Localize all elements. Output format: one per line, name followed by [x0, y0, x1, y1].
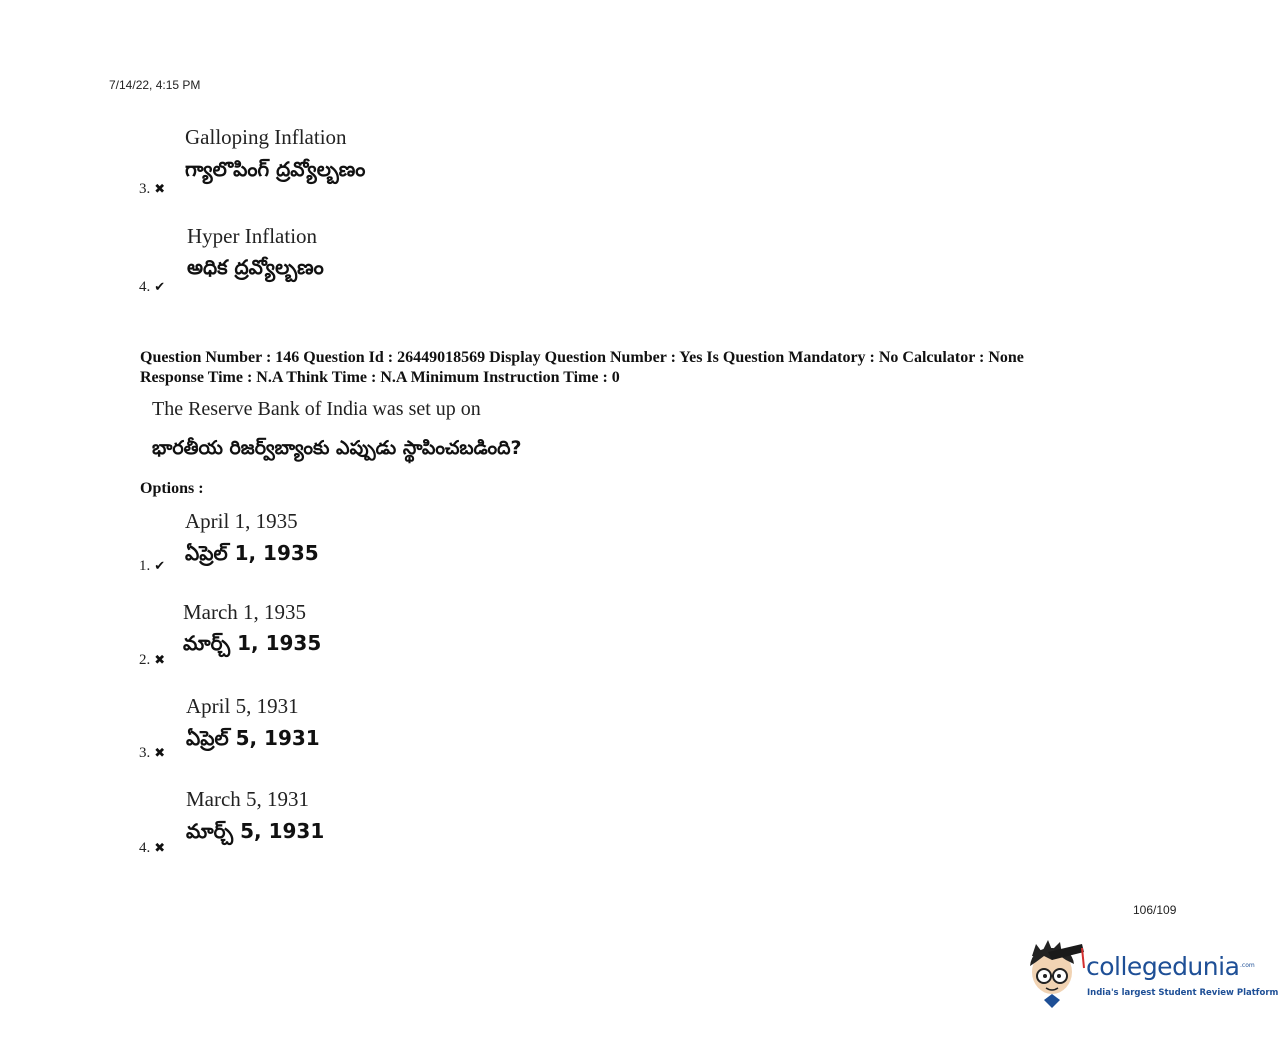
option-1-english: April 1, 1935	[185, 509, 298, 533]
option-3-number: 3.	[139, 745, 151, 761]
cross-icon: ✖	[154, 653, 166, 668]
prev-option-4-number: 4.	[139, 279, 151, 295]
option-3-marker	[139, 742, 165, 762]
option-1-number: 1.	[139, 558, 151, 574]
prev-option-3-number: 3.	[139, 181, 151, 197]
cross-icon: ✖	[154, 182, 166, 197]
option-3-english: April 5, 1931	[186, 694, 299, 718]
prev-option-4-marker	[139, 276, 165, 296]
print-timestamp: 7/14/22, 4:15 PM	[109, 78, 201, 92]
option-1-telugu: ఏప్రెల్ 1, 1935	[185, 541, 319, 565]
option-4-english: March 5, 1931	[186, 787, 310, 811]
page-number: 106/109	[1133, 903, 1177, 917]
option-2-telugu: మార్చ్ 1, 1935	[183, 631, 322, 655]
prev-option-4-english: Hyper Inflation	[187, 224, 318, 248]
logo-suffix: .com	[1240, 962, 1255, 969]
options-label: Options :	[140, 480, 204, 497]
question-text-telugu: భారతీయ రిజర్వ్‌బ్యాంకు ఎప్పుడు స్థాపించబడింది?	[152, 437, 522, 459]
prev-option-3-telugu: గ్యాలొపింగ్ ద్రవ్యోల్బణం	[185, 157, 366, 181]
cross-icon: ✖	[154, 841, 166, 856]
check-icon: ✔	[154, 559, 166, 574]
question-meta-line-2: Response Time : N.A Think Time : N.A Minimum Instruction Time : 0	[140, 369, 620, 386]
logo-tagline: India's largest Student Review Platform	[1087, 988, 1279, 998]
option-4-marker	[139, 837, 165, 857]
student-mascot-icon	[1022, 938, 1086, 1010]
cross-icon: ✖	[154, 746, 166, 761]
prev-option-4-telugu: అధిక ద్రవ్యోల్బణం	[187, 255, 324, 279]
option-4-number: 4.	[139, 840, 151, 856]
prev-option-3-marker	[139, 178, 165, 198]
option-1-marker	[139, 555, 165, 575]
question-text-english: The Reserve Bank of India was set up on	[152, 398, 481, 420]
check-icon: ✔	[154, 280, 166, 295]
option-3-telugu: ఏప్రెల్ 5, 1931	[186, 726, 320, 750]
option-2-number: 2.	[139, 652, 151, 668]
prev-option-3-english: Galloping Inflation	[185, 125, 347, 149]
logo-wordmark: collegedunia	[1086, 952, 1240, 981]
option-2-marker	[139, 649, 165, 669]
option-4-telugu: మార్చ్ 5, 1931	[186, 819, 325, 843]
question-meta-line-1: Question Number : 146 Question Id : 26449018569 Display Question Number : Yes Is Question Mandatory : No Calculator : None	[140, 349, 1024, 366]
option-2-english: March 1, 1935	[183, 600, 307, 624]
